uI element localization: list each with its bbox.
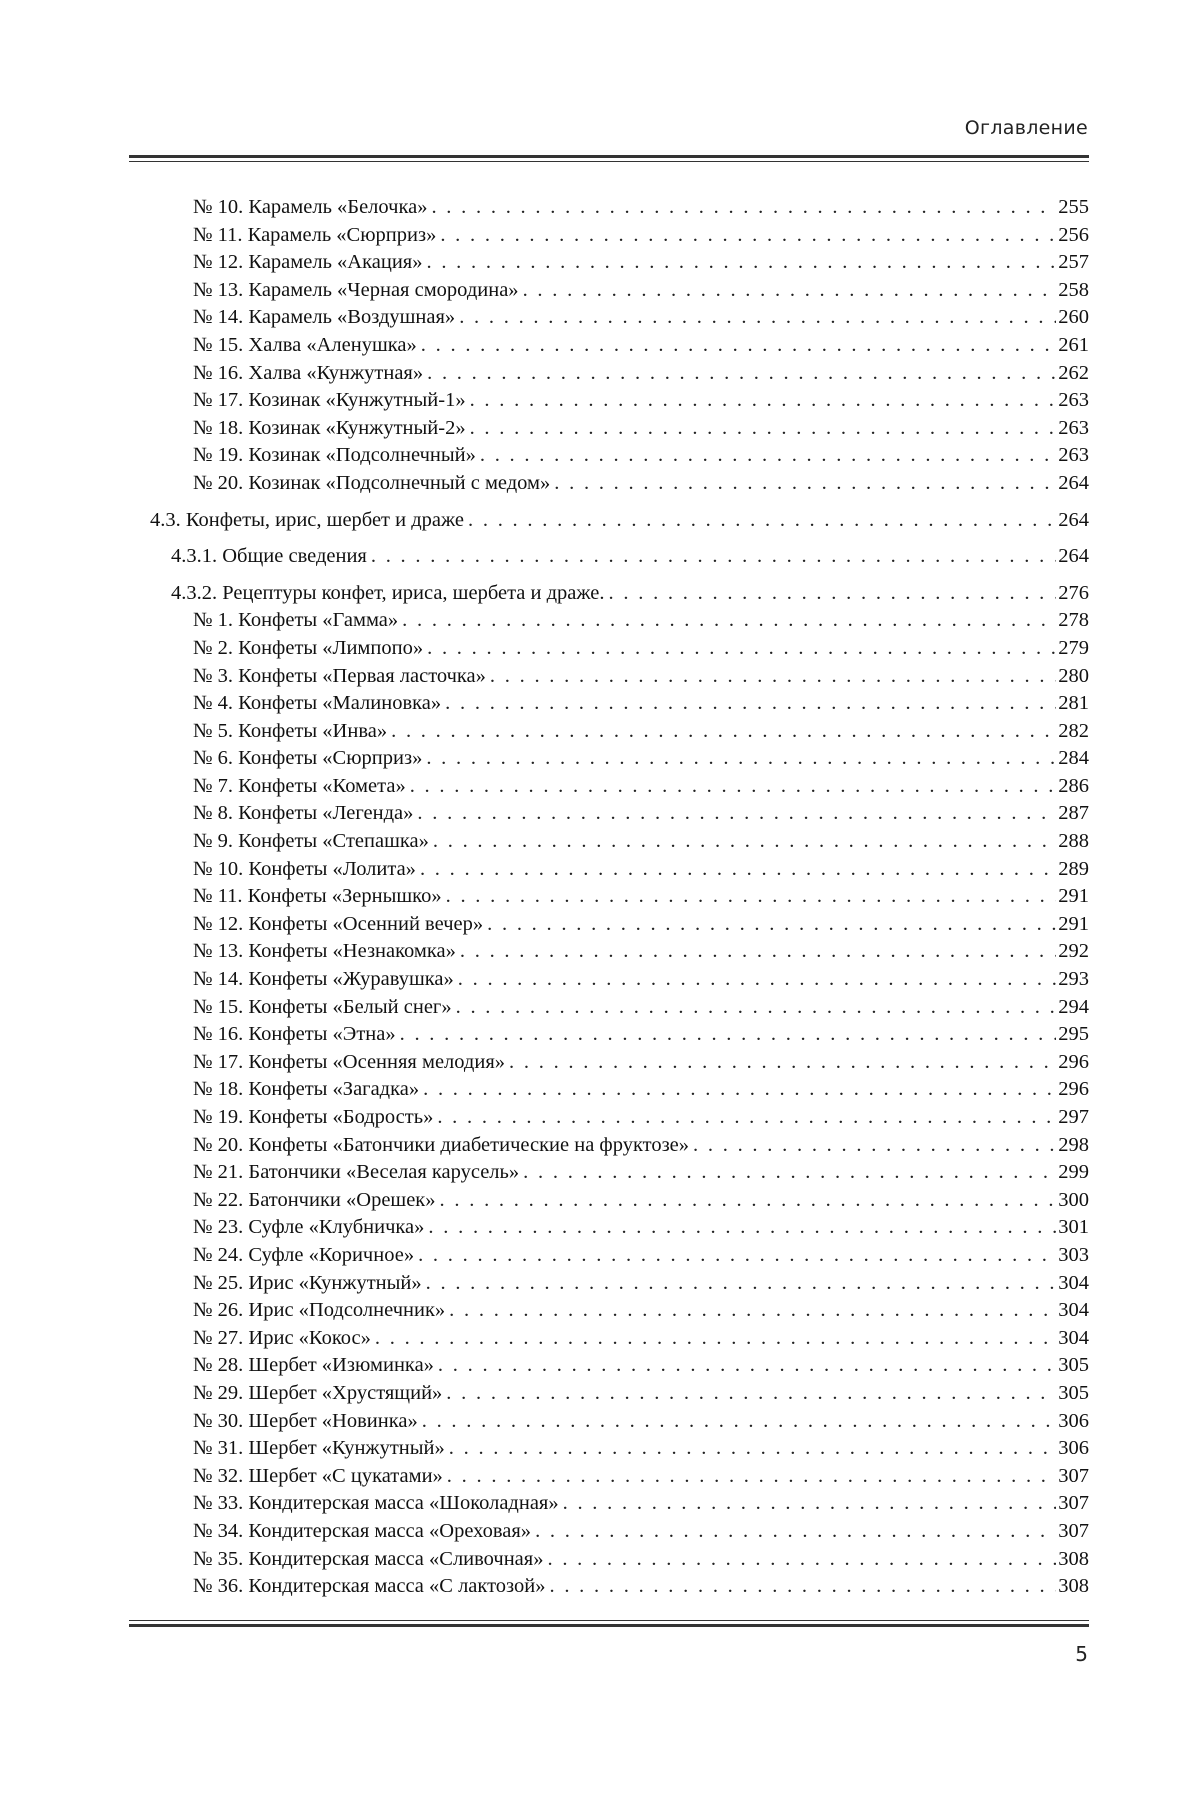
toc-entry <box>150 800 1089 828</box>
toc-entry-page: 289 <box>1058 857 1089 880</box>
toc-dot-leader <box>400 1021 1057 1049</box>
toc-entry-title: № 27. Ирис «Кокос» <box>193 1326 371 1349</box>
toc-entry-page: 281 <box>1058 692 1089 715</box>
toc-dot-leader <box>480 442 1056 470</box>
toc-entry-title: № 3. Конфеты «Первая ласточка» <box>193 664 486 687</box>
toc-entry <box>150 773 1089 801</box>
toc-dot-leader <box>487 911 1056 939</box>
toc-entry-page: 308 <box>1058 1547 1089 1570</box>
toc-entry <box>150 470 1089 498</box>
toc-entry-page: 264 <box>1058 508 1089 531</box>
toc-entry <box>150 745 1089 773</box>
toc-entry-page: 304 <box>1058 1271 1089 1294</box>
toc-entry-page: 261 <box>1058 333 1089 356</box>
toc-entry-page: 292 <box>1058 940 1089 963</box>
toc-entry <box>150 304 1089 332</box>
toc-dot-leader <box>433 828 1056 856</box>
toc-dot-leader <box>427 635 1056 663</box>
toc-entry-title: № 7. Конфеты «Комета» <box>193 774 406 797</box>
toc-entry <box>150 1187 1089 1215</box>
toc-entry <box>150 580 1089 608</box>
toc-entry <box>150 222 1089 250</box>
toc-entry-title: № 2. Конфеты «Лимпопо» <box>193 636 424 659</box>
toc-dot-leader <box>693 1132 1056 1160</box>
toc-entry-title: № 20. Конфеты «Батончики диабетические на фруктозе» <box>193 1133 690 1156</box>
toc-dot-leader <box>422 1408 1057 1436</box>
toc-entry-title: № 10. Карамель «Белочка» <box>193 196 428 218</box>
toc-entry-title: № 12. Конфеты «Осенний вечер» <box>193 912 484 935</box>
toc-entry <box>150 332 1089 360</box>
toc-entry-title: № 24. Суфле «Коричное» <box>193 1243 415 1266</box>
toc-entry-title: № 23. Суфле «Клубничка» <box>193 1216 425 1239</box>
toc-entry-title: № 17. Конфеты «Осенняя мелодия» <box>193 1050 506 1073</box>
toc-entry <box>150 1076 1089 1104</box>
toc-entry <box>150 360 1089 388</box>
toc-entry <box>150 1159 1089 1187</box>
footer-rule <box>129 1620 1089 1627</box>
toc-entry-page: 288 <box>1058 830 1089 853</box>
toc-entry-title: № 19. Конфеты «Бодрость» <box>193 1106 434 1128</box>
toc-entry-page: 279 <box>1058 636 1089 659</box>
toc-entry-page: 263 <box>1058 389 1089 412</box>
toc-entry-page: 258 <box>1058 278 1089 301</box>
toc-entry <box>150 607 1089 635</box>
toc-entry-page: 264 <box>1058 545 1089 568</box>
toc-entry-page: 291 <box>1058 912 1089 935</box>
toc-dot-leader <box>554 470 1056 498</box>
toc-entry-page: 303 <box>1058 1243 1089 1266</box>
toc-entry-page: 304 <box>1058 1299 1089 1322</box>
toc-dot-leader <box>509 1049 1056 1077</box>
toc-entry-title: № 13. Конфеты «Незнакомка» <box>193 940 456 963</box>
toc-dot-leader <box>402 607 1056 635</box>
toc-entry <box>150 1518 1089 1546</box>
toc-entry-title: 4.3.2. Рецептуры конфет, ириса, шербета и драже. <box>171 581 605 604</box>
toc-entry-page: 287 <box>1058 802 1089 825</box>
toc-entry-title: № 11. Конфеты «Зернышко» <box>193 885 442 908</box>
toc-dot-leader <box>426 1270 1057 1298</box>
toc-dot-leader <box>535 1518 1056 1546</box>
toc-entry-page: 264 <box>1058 471 1089 494</box>
toc-dot-leader <box>547 1546 1056 1574</box>
page-number: 5 <box>1075 1642 1088 1666</box>
toc-entry-title: № 31. Шербет «Кунжутный» <box>193 1437 445 1460</box>
toc-entry-page: 278 <box>1058 609 1089 632</box>
toc-dot-leader <box>421 332 1056 360</box>
toc-entry <box>150 911 1089 939</box>
toc-dot-leader <box>391 718 1056 746</box>
toc-entry-page: 291 <box>1058 885 1089 908</box>
toc-entry-title: № 19. Козинак «Подсолнечный» <box>193 444 476 467</box>
toc-entry <box>150 1408 1089 1436</box>
header-rule <box>129 155 1089 162</box>
toc-entry-title: № 30. Шербет «Новинка» <box>193 1409 418 1432</box>
toc-entry-page: 294 <box>1058 995 1089 1018</box>
toc-entry <box>150 277 1089 305</box>
toc-dot-leader <box>456 994 1057 1022</box>
toc-entry-page: 284 <box>1058 747 1089 770</box>
toc-entry-title: № 6. Конфеты «Сюрприз» <box>193 747 423 770</box>
toc-entry-title: № 12. Карамель «Акация» <box>193 251 423 274</box>
toc-dot-leader <box>410 773 1057 801</box>
toc-entry-page: 304 <box>1058 1326 1089 1349</box>
toc-entry-title: № 4. Конфеты «Малиновка» <box>193 692 442 715</box>
toc-entry-page: 262 <box>1058 361 1089 384</box>
toc-entry-page: 257 <box>1058 251 1089 274</box>
toc-dot-leader <box>523 277 1057 305</box>
toc-entry-page: 307 <box>1058 1492 1089 1515</box>
toc-entry-title: № 33. Кондитерская масса «Шоколадная» <box>193 1492 559 1515</box>
toc-entry-title: № 17. Козинак «Кунжутный-1» <box>193 389 466 412</box>
toc-dot-leader <box>440 1187 1057 1215</box>
running-header: Оглавление <box>964 117 1088 139</box>
toc-entry-title: № 22. Батончики «Орешек» <box>193 1188 436 1211</box>
toc-entry-title: № 14. Конфеты «Журавушка» <box>193 968 454 991</box>
toc-dot-leader <box>449 1435 1057 1463</box>
toc-entry-title: № 25. Ирис «Кунжутный» <box>193 1271 422 1294</box>
toc-entry-page: 297 <box>1058 1106 1089 1128</box>
toc-dot-leader <box>428 1214 1056 1242</box>
toc-entry-page: 293 <box>1058 968 1089 991</box>
toc-entry <box>150 1242 1089 1270</box>
toc-dot-leader <box>446 1380 1056 1408</box>
toc-dot-leader <box>470 387 1057 415</box>
toc-entry-title: № 28. Шербет «Изюминка» <box>193 1354 434 1377</box>
toc-entry-title: № 1. Конфеты «Гамма» <box>193 609 399 632</box>
toc-dot-leader <box>447 1463 1056 1491</box>
header-rule-thin <box>129 161 1089 162</box>
toc-dot-leader <box>423 1076 1056 1104</box>
toc-entry <box>150 442 1089 470</box>
toc-entry-title: № 11. Карамель «Сюрприз» <box>193 223 437 246</box>
toc-entry <box>150 1049 1089 1077</box>
toc-dot-leader <box>427 360 1056 388</box>
toc-dot-leader <box>431 194 1056 222</box>
footer-rule-thick <box>129 1624 1089 1627</box>
toc-entry <box>150 883 1089 911</box>
toc-entry-page: 306 <box>1058 1437 1089 1460</box>
toc-entry <box>150 1021 1089 1049</box>
toc-dot-leader <box>490 663 1056 691</box>
toc-entry <box>150 1270 1089 1298</box>
toc-entry <box>150 828 1089 856</box>
toc-entry <box>150 387 1089 415</box>
toc-entry <box>150 1573 1089 1601</box>
toc-entry-title: № 29. Шербет «Хрустящий» <box>193 1381 443 1404</box>
toc-entry <box>150 1435 1089 1463</box>
toc-entry <box>150 507 1089 535</box>
toc-dot-leader <box>523 1159 1056 1187</box>
toc-entry <box>150 663 1089 691</box>
toc-entry-title: № 18. Козинак «Кунжутный-2» <box>193 416 466 439</box>
toc-entry <box>150 966 1089 994</box>
toc-entry <box>150 690 1089 718</box>
toc-entry-title: № 26. Ирис «Подсолнечник» <box>193 1299 446 1322</box>
toc-entry <box>150 1132 1089 1160</box>
toc-entry-title: 4.3. Конфеты, ирис, шербет и драже <box>150 508 464 531</box>
toc-entry-title: № 9. Конфеты «Степашка» <box>193 830 429 853</box>
toc-entry-title: № 18. Конфеты «Загадка» <box>193 1078 420 1101</box>
toc-entry-page: 296 <box>1058 1050 1089 1073</box>
toc-dot-leader <box>470 415 1057 443</box>
toc-entry-page: 307 <box>1058 1464 1089 1487</box>
toc-dot-leader <box>426 745 1056 773</box>
toc-entry <box>150 249 1089 277</box>
toc-entry-page: 280 <box>1058 664 1089 687</box>
toc-dot-leader <box>549 1573 1056 1601</box>
toc-entry-page: 276 <box>1058 581 1089 604</box>
toc-entry <box>150 1380 1089 1408</box>
toc-entry-title: 4.3.1. Общие сведения <box>171 545 367 568</box>
toc-entry <box>150 856 1089 884</box>
toc-entry-title: № 13. Карамель «Черная смородина» <box>193 278 519 301</box>
toc-entry <box>150 938 1089 966</box>
toc-entry-page: 256 <box>1058 223 1089 246</box>
toc-entry-title: № 14. Карамель «Воздушная» <box>193 306 456 329</box>
toc-entry-title: № 16. Халва «Кунжутная» <box>193 361 424 384</box>
toc-entry <box>150 1214 1089 1242</box>
table-of-contents <box>150 194 1089 1601</box>
toc-dot-leader <box>563 1490 1057 1518</box>
toc-entry-title: № 5. Конфеты «Инва» <box>193 719 388 742</box>
toc-dot-leader <box>371 543 1056 571</box>
toc-entry <box>150 543 1089 571</box>
toc-dot-leader <box>420 856 1056 884</box>
toc-entry <box>150 194 1089 222</box>
toc-dot-leader <box>440 222 1056 250</box>
toc-entry-page: 282 <box>1058 719 1089 742</box>
toc-entry-title: № 16. Конфеты «Этна» <box>193 1023 396 1046</box>
toc-entry-page: 305 <box>1058 1381 1089 1404</box>
toc-entry-page: 260 <box>1058 306 1089 329</box>
toc-entry-page: 263 <box>1058 444 1089 467</box>
toc-entry-title: № 15. Конфеты «Белый снег» <box>193 995 452 1018</box>
toc-dot-leader <box>446 883 1057 911</box>
toc-entry-title: № 34. Кондитерская масса «Ореховая» <box>193 1519 532 1542</box>
toc-entry-page: 263 <box>1058 416 1089 439</box>
toc-entry-page: 295 <box>1058 1023 1089 1046</box>
toc-entry <box>150 718 1089 746</box>
toc-entry <box>150 994 1089 1022</box>
toc-entry <box>150 635 1089 663</box>
toc-entry <box>150 415 1089 443</box>
toc-dot-leader <box>459 304 1056 332</box>
toc-entry-title: № 21. Батончики «Веселая карусель» <box>193 1161 520 1184</box>
toc-entry <box>150 1104 1089 1132</box>
toc-entry-page: 298 <box>1058 1133 1089 1156</box>
toc-entry-title: № 20. Козинак «Подсолнечный с медом» <box>193 471 551 494</box>
toc-entry-title: № 8. Конфеты «Легенда» <box>193 802 414 825</box>
toc-entry-title: № 32. Шербет «С цукатами» <box>193 1464 443 1487</box>
toc-entry-page: 305 <box>1058 1354 1089 1377</box>
toc-dot-leader <box>417 800 1056 828</box>
toc-entry <box>150 1546 1089 1574</box>
toc-entry-title: № 10. Конфеты «Лолита» <box>193 857 416 880</box>
toc-entry <box>150 1325 1089 1353</box>
toc-entry-page: 296 <box>1058 1078 1089 1101</box>
toc-dot-leader <box>426 249 1056 277</box>
toc-entry-page: 307 <box>1058 1519 1089 1542</box>
toc-dot-leader <box>468 507 1056 535</box>
toc-entry-page: 300 <box>1058 1188 1089 1211</box>
toc-dot-leader <box>437 1104 1056 1132</box>
toc-entry-title: № 15. Халва «Аленушка» <box>193 333 417 356</box>
toc-entry-page: 301 <box>1058 1216 1089 1239</box>
toc-dot-leader <box>418 1242 1056 1270</box>
toc-entry <box>150 1463 1089 1491</box>
toc-entry-page: 306 <box>1058 1409 1089 1432</box>
toc-dot-leader <box>375 1325 1056 1353</box>
toc-entry-page: 286 <box>1058 774 1089 797</box>
toc-entry-page: 299 <box>1058 1161 1089 1184</box>
toc-dot-leader <box>445 690 1056 718</box>
toc-entry <box>150 1352 1089 1380</box>
toc-dot-leader <box>460 938 1056 966</box>
toc-entry-page: 255 <box>1058 196 1089 218</box>
toc-entry-page: 308 <box>1058 1575 1089 1598</box>
toc-entry <box>150 1490 1089 1518</box>
toc-entry <box>150 1297 1089 1325</box>
toc-dot-leader <box>438 1352 1056 1380</box>
toc-entry-title: № 35. Кондитерская масса «Сливочная» <box>193 1547 544 1570</box>
toc-dot-leader <box>449 1297 1056 1325</box>
toc-dot-leader <box>609 580 1057 608</box>
toc-entry-title: № 36. Кондитерская масса «С лактозой» <box>193 1575 546 1598</box>
toc-dot-leader <box>458 966 1056 994</box>
